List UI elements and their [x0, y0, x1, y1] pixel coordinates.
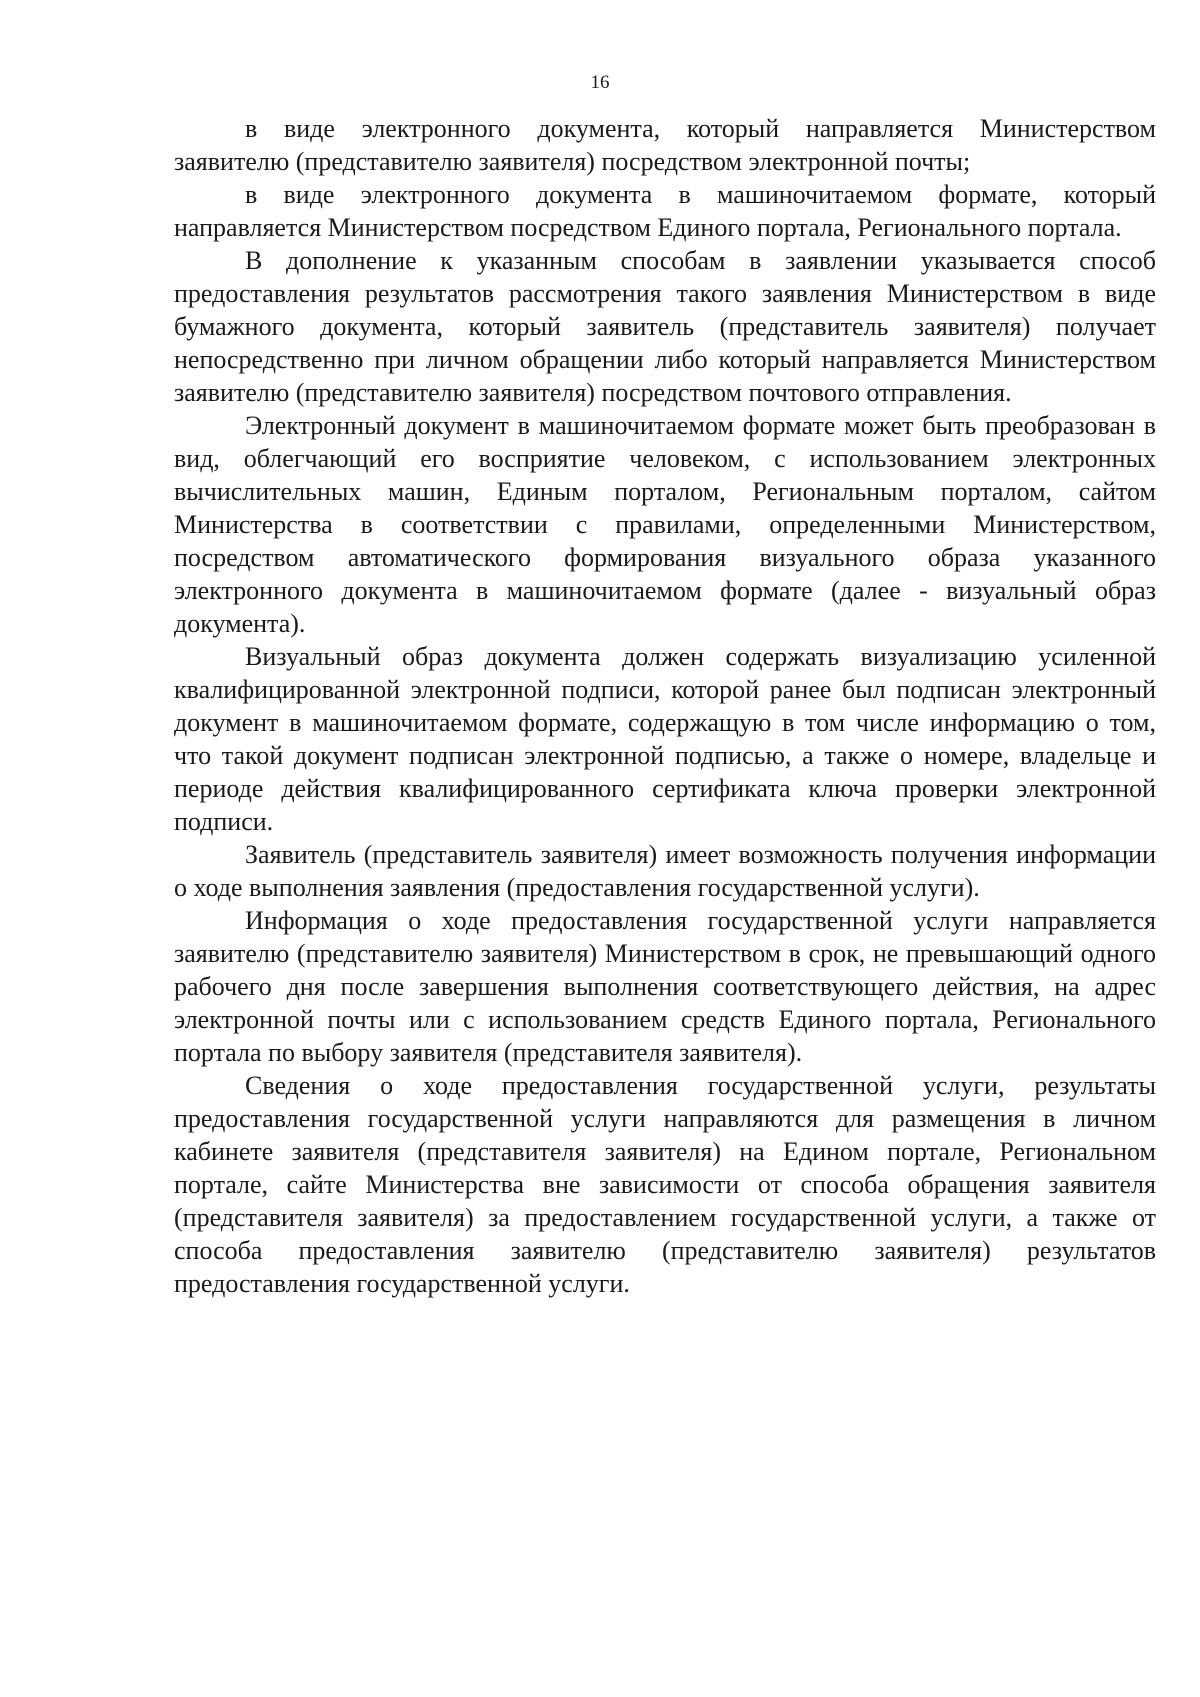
paragraph-5: Визуальный образ документа должен содержать визуализацию усиленной квалифицированной электронной подписи, которой ранее был подписан электронный документ в машиночитаемом формате, содержащую в том числе информацию о том, что такой документ подписан электронной подписью, а также о номере, владельце и периоде действия квалифицированного сертификата ключа проверки электронной подписи. — [174, 642, 1156, 836]
paragraph-8: Сведения о ходе предоставления государственной услуги, результаты предоставления государственной услуги направляются для размещения в личном кабинете заявителя (представителя заявителя) на Едином портале, Региональном портале, сайте Министерства вне зависимости от способа обращения заявителя (представителя заявителя) за предоставлением государственной услуги, а также от способа предоставления заявителю (представителю заявителя) результатов предоставления государственной услуги. — [174, 1071, 1156, 1298]
document-body — [174, 112, 1156, 1300]
paragraph-3: В дополнение к указанным способам в заявлении указывается способ предоставления результатов рассмотрения такого заявления Министерством в виде бумажного документа, который заявитель (представитель заявителя) получает непосредственно при личном обращении либо который направляется Министерством заявителю (представителю заявителя) посредством почтового отправления. — [174, 246, 1156, 407]
paragraph-7: Информация о ходе предоставления государственной услуги направляется заявителю (представителю заявителя) Министерством в срок, не превышающий одного рабочего дня после завершения выполнения соответствующего действия, на адрес электронной почты или с использованием средств Единого портала, Регионального портала по выбору заявителя (представителя заявителя). — [174, 906, 1156, 1067]
paragraph-2: в виде электронного документа в машиночитаемом формате, который направляется Министерством посредством Единого портала, Регионального портала. — [174, 180, 1156, 242]
page-number: 16 — [590, 72, 610, 93]
paragraph-4: Электронный документ в машиночитаемом формате может быть преобразован в вид, облегчающий его восприятие человеком, с использованием электронных вычислительных машин, Единым порталом, Региональным порталом, сайтом Министерства в соответствии с правилами, определенными Министерством, посредством автоматического формирования визуального образа указанного электронного документа в машиночитаемом формате (далее - визуальный образ документа). — [174, 411, 1156, 638]
paragraph-6: Заявитель (представитель заявителя) имеет возможность получения информации о ходе выполнения заявления (предоставления государственной услуги). — [174, 840, 1156, 902]
paragraph-1: в виде электронного документа, который направляется Министерством заявителю (представителю заявителя) посредством электронной почты; — [174, 114, 1156, 176]
